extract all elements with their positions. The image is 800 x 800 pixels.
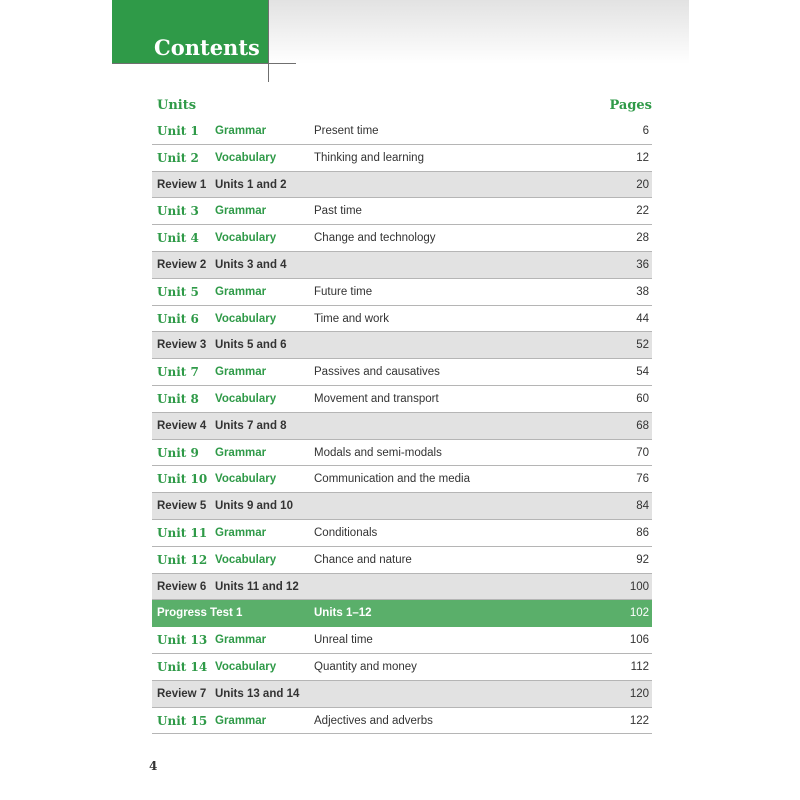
row-category: Units 9 and 10 <box>215 500 293 513</box>
row-topic: Change and technology <box>314 232 436 245</box>
row-category: Units 3 and 4 <box>215 258 287 271</box>
row-topic: Unreal time <box>314 634 373 647</box>
row-page-number: 84 <box>636 500 649 513</box>
row-topic: Time and work <box>314 312 389 325</box>
row-page-number: 106 <box>629 634 649 647</box>
row-category: Grammar <box>215 526 267 539</box>
row-page-number: 54 <box>636 366 649 379</box>
row-label: Unit 6 <box>157 311 199 326</box>
row-category: Units 7 and 8 <box>215 419 287 432</box>
row-page-number: 60 <box>636 392 649 405</box>
row-label: Unit 9 <box>157 445 199 460</box>
unit-row[interactable] <box>152 118 652 145</box>
review-row[interactable] <box>152 252 652 279</box>
row-page-number: 28 <box>636 232 649 245</box>
row-label: Review 2 <box>157 258 207 271</box>
row-label: Unit 5 <box>157 284 199 299</box>
row-page-number: 112 <box>630 660 649 673</box>
row-topic: Units 1–12 <box>314 607 372 620</box>
row-category: Grammar <box>215 205 267 218</box>
row-topic: Present time <box>314 125 379 137</box>
row-label: Unit 10 <box>157 472 208 487</box>
row-category: Grammar <box>215 366 267 379</box>
row-category: Units 11 and 12 <box>215 580 299 593</box>
row-label: Progress Test 1 <box>157 607 243 620</box>
row-label: Unit 3 <box>157 204 199 219</box>
row-category: Grammar <box>215 125 267 137</box>
row-category: Vocabulary <box>215 232 277 245</box>
row-page-number: 20 <box>636 178 649 191</box>
row-page-number: 122 <box>629 714 649 727</box>
header-gradient-band <box>268 0 689 64</box>
row-label: Unit 8 <box>157 391 199 406</box>
row-label: Unit 14 <box>157 659 208 674</box>
row-category: Vocabulary <box>215 312 277 325</box>
page-number: 4 <box>149 759 158 773</box>
unit-row[interactable] <box>152 520 652 547</box>
row-label: Unit 4 <box>157 231 199 246</box>
row-label: Unit 13 <box>157 633 208 648</box>
row-label: Review 1 <box>157 178 207 191</box>
row-page-number: 44 <box>636 312 649 325</box>
progress-test-row[interactable] <box>152 600 652 627</box>
row-page-number: 12 <box>636 151 649 164</box>
row-page-number: 102 <box>629 607 649 620</box>
unit-row[interactable] <box>152 306 652 333</box>
unit-row[interactable] <box>152 145 652 172</box>
review-row[interactable] <box>152 681 652 708</box>
row-topic: Adjectives and adverbs <box>314 714 433 727</box>
unit-row[interactable] <box>152 386 652 413</box>
unit-row[interactable] <box>152 708 652 735</box>
unit-row[interactable] <box>152 466 652 493</box>
row-category: Units 5 and 6 <box>215 339 287 352</box>
row-page-number: 52 <box>636 339 649 352</box>
contents-table <box>152 118 652 734</box>
review-row[interactable] <box>152 413 652 440</box>
review-row[interactable] <box>152 493 652 520</box>
unit-row[interactable] <box>152 440 652 467</box>
unit-row[interactable] <box>152 547 652 574</box>
row-topic: Thinking and learning <box>314 151 424 164</box>
row-label: Review 3 <box>157 339 207 352</box>
pages-column-header: Pages <box>609 98 652 113</box>
row-page-number: 36 <box>636 258 649 271</box>
row-label: Review 6 <box>157 580 207 593</box>
review-row[interactable] <box>152 172 652 199</box>
row-topic: Communication and the media <box>314 473 470 486</box>
row-page-number: 68 <box>636 419 649 432</box>
row-category: Grammar <box>215 285 267 298</box>
row-topic: Chance and nature <box>314 553 412 566</box>
review-row[interactable] <box>152 574 652 601</box>
row-page-number: 100 <box>629 580 649 593</box>
row-label: Review 7 <box>157 687 207 700</box>
row-topic: Passives and causatives <box>314 366 440 379</box>
unit-row[interactable] <box>152 198 652 225</box>
row-category: Vocabulary <box>215 660 277 673</box>
unit-row[interactable] <box>152 225 652 252</box>
unit-row[interactable] <box>152 279 652 306</box>
units-column-header: Units <box>157 98 197 113</box>
row-category: Vocabulary <box>215 392 277 405</box>
row-topic: Past time <box>314 205 362 218</box>
row-topic: Future time <box>314 285 373 298</box>
row-label: Unit 7 <box>157 365 199 380</box>
row-topic: Movement and transport <box>314 392 439 405</box>
row-page-number: 38 <box>636 285 649 298</box>
row-category: Grammar <box>215 446 267 459</box>
row-category: Grammar <box>215 634 267 647</box>
row-topic: Conditionals <box>314 526 378 539</box>
row-category: Units 13 and 14 <box>215 687 300 700</box>
row-label: Unit 11 <box>157 525 208 540</box>
row-page-number: 86 <box>636 526 649 539</box>
row-label: Review 5 <box>157 500 207 513</box>
row-label: Unit 15 <box>157 713 208 728</box>
row-category: Units 1 and 2 <box>215 178 287 191</box>
unit-row[interactable] <box>152 627 652 654</box>
review-row[interactable] <box>152 332 652 359</box>
row-category: Vocabulary <box>215 553 277 566</box>
crop-mark-vertical <box>268 0 269 82</box>
row-page-number: 120 <box>629 687 649 700</box>
row-category: Vocabulary <box>215 473 277 486</box>
row-category: Grammar <box>215 714 267 727</box>
row-page-number: 22 <box>636 205 649 218</box>
row-label: Review 4 <box>157 419 207 432</box>
row-topic: Modals and semi-modals <box>314 446 442 459</box>
row-topic: Quantity and money <box>314 660 417 673</box>
row-page-number: 70 <box>636 446 649 459</box>
row-label: Unit 1 <box>157 124 199 138</box>
page-title: Contents <box>154 35 260 60</box>
crop-mark-horizontal <box>112 63 296 64</box>
row-page-number: 6 <box>642 125 649 137</box>
row-page-number: 76 <box>636 473 649 486</box>
unit-row[interactable] <box>152 359 652 386</box>
row-category: Vocabulary <box>215 151 277 164</box>
row-page-number: 92 <box>636 553 649 566</box>
row-label: Unit 2 <box>157 150 199 165</box>
unit-row[interactable] <box>152 654 652 681</box>
row-label: Unit 12 <box>157 552 208 567</box>
